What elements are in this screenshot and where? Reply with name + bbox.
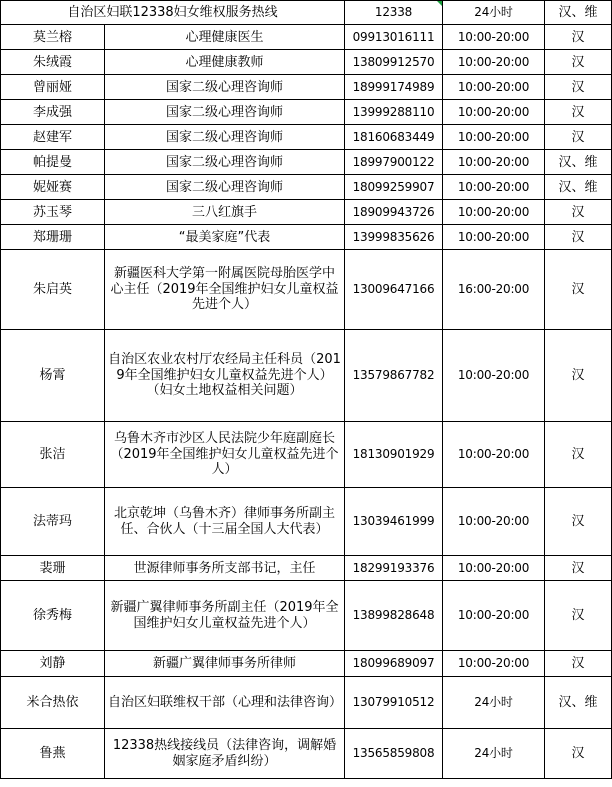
person-time: 10:00-20:00 [443, 200, 545, 225]
person-role: 心理健康教师 [105, 50, 345, 75]
person-phone: 13079910512 [345, 677, 443, 729]
person-language: 汉、维 [545, 677, 612, 729]
person-time: 10:00-20:00 [443, 488, 545, 556]
person-phone: 13009647166 [345, 250, 443, 330]
person-language: 汉 [545, 581, 612, 651]
person-role: 国家二级心理咨询师 [105, 175, 345, 200]
table-row [1, 75, 612, 100]
table-row [1, 729, 612, 779]
person-language: 汉 [545, 125, 612, 150]
service-language: 汉、维 [545, 1, 612, 25]
person-time: 10:00-20:00 [443, 100, 545, 125]
table-row [1, 225, 612, 250]
person-phone: 13039461999 [345, 488, 443, 556]
service-name: 自治区妇联12338妇女维权服务热线 [1, 1, 345, 25]
person-phone: 13899828648 [345, 581, 443, 651]
person-name: 莫兰榕 [1, 25, 105, 50]
person-phone: 09913016111 [345, 25, 443, 50]
table-row [1, 581, 612, 651]
header-row [1, 1, 612, 25]
person-role: 12338热线接线员（法律咨询，调解婚姻家庭矛盾纠纷） [105, 729, 345, 779]
person-phone: 18909943726 [345, 200, 443, 225]
person-time: 10:00-20:00 [443, 330, 545, 422]
person-name: 杨霄 [1, 330, 105, 422]
person-language: 汉 [545, 25, 612, 50]
person-time: 10:00-20:00 [443, 651, 545, 677]
person-name: 张洁 [1, 422, 105, 488]
service-phone: 12338 [345, 1, 443, 25]
person-phone: 18999174989 [345, 75, 443, 100]
person-name: 曾丽娅 [1, 75, 105, 100]
person-name: 刘静 [1, 651, 105, 677]
person-time: 10:00-20:00 [443, 50, 545, 75]
person-role: 三八红旗手 [105, 200, 345, 225]
person-language: 汉 [545, 729, 612, 779]
person-role: 新疆广翼律师事务所律师 [105, 651, 345, 677]
person-time: 10:00-20:00 [443, 25, 545, 50]
person-phone: 13999288110 [345, 100, 443, 125]
service-time: 24小时 [443, 1, 545, 25]
person-role: 国家二级心理咨询师 [105, 100, 345, 125]
table-row [1, 330, 612, 422]
person-role: 新疆医科大学第一附属医院母胎医学中心主任（2019年全国维护妇女儿童权益先进个人） [105, 250, 345, 330]
person-language: 汉 [545, 100, 612, 125]
person-name: 朱绒霞 [1, 50, 105, 75]
person-language: 汉、维 [545, 150, 612, 175]
person-role: “最美家庭”代表 [105, 225, 345, 250]
person-name: 妮娅赛 [1, 175, 105, 200]
person-language: 汉、维 [545, 175, 612, 200]
person-time: 10:00-20:00 [443, 125, 545, 150]
person-phone: 18997900122 [345, 150, 443, 175]
table-row [1, 175, 612, 200]
person-name: 郑珊珊 [1, 225, 105, 250]
person-name: 鲁燕 [1, 729, 105, 779]
table-row [1, 488, 612, 556]
table-row [1, 25, 612, 50]
person-time: 10:00-20:00 [443, 422, 545, 488]
person-role: 自治区农业农村厅农经局主任科员（2019年全国维护妇女儿童权益先进个人）（妇女土地权益相关问题） [105, 330, 345, 422]
person-role: 国家二级心理咨询师 [105, 125, 345, 150]
table-row [1, 125, 612, 150]
person-name: 徐秀梅 [1, 581, 105, 651]
person-role: 心理健康医生 [105, 25, 345, 50]
person-phone: 18130901929 [345, 422, 443, 488]
person-name: 李成强 [1, 100, 105, 125]
person-role: 国家二级心理咨询师 [105, 150, 345, 175]
person-language: 汉 [545, 651, 612, 677]
person-name: 赵建军 [1, 125, 105, 150]
person-time: 10:00-20:00 [443, 75, 545, 100]
person-phone: 13999835626 [345, 225, 443, 250]
person-time: 10:00-20:00 [443, 175, 545, 200]
person-time: 10:00-20:00 [443, 150, 545, 175]
person-name: 米合热依 [1, 677, 105, 729]
person-phone: 18099259907 [345, 175, 443, 200]
person-name: 法蒂玛 [1, 488, 105, 556]
table-row [1, 556, 612, 581]
table-row [1, 150, 612, 175]
person-language: 汉 [545, 200, 612, 225]
person-language: 汉 [545, 250, 612, 330]
person-role: 新疆广翼律师事务所副主任（2019年全国维护妇女儿童权益先进个人） [105, 581, 345, 651]
person-phone: 18160683449 [345, 125, 443, 150]
table-row [1, 100, 612, 125]
person-time: 10:00-20:00 [443, 581, 545, 651]
person-name: 苏玉琴 [1, 200, 105, 225]
person-language: 汉 [545, 422, 612, 488]
person-name: 帕提曼 [1, 150, 105, 175]
person-phone: 13565859808 [345, 729, 443, 779]
person-role: 国家二级心理咨询师 [105, 75, 345, 100]
person-time: 24小时 [443, 729, 545, 779]
table-row [1, 250, 612, 330]
table-row [1, 677, 612, 729]
person-name: 裴珊 [1, 556, 105, 581]
person-phone: 13809912570 [345, 50, 443, 75]
table-row [1, 200, 612, 225]
person-language: 汉 [545, 225, 612, 250]
person-language: 汉 [545, 556, 612, 581]
person-language: 汉 [545, 330, 612, 422]
person-name: 朱启英 [1, 250, 105, 330]
table-row [1, 50, 612, 75]
person-phone: 18099689097 [345, 651, 443, 677]
person-role: 自治区妇联维权干部（心理和法律咨询） [105, 677, 345, 729]
person-time: 10:00-20:00 [443, 556, 545, 581]
person-phone: 18299193376 [345, 556, 443, 581]
person-phone: 13579867782 [345, 330, 443, 422]
person-role: 世源律师事务所支部书记，主任 [105, 556, 345, 581]
table-row [1, 422, 612, 488]
person-language: 汉 [545, 75, 612, 100]
person-time: 16:00-20:00 [443, 250, 545, 330]
person-time: 24小时 [443, 677, 545, 729]
person-time: 10:00-20:00 [443, 225, 545, 250]
person-language: 汉 [545, 488, 612, 556]
person-role: 乌鲁木齐市沙区人民法院少年庭副庭长（2019年全国维护妇女儿童权益先进个人） [105, 422, 345, 488]
table-row [1, 651, 612, 677]
person-role: 北京乾坤（乌鲁木齐）律师事务所副主任、合伙人（十三届全国人大代表） [105, 488, 345, 556]
person-language: 汉 [545, 50, 612, 75]
